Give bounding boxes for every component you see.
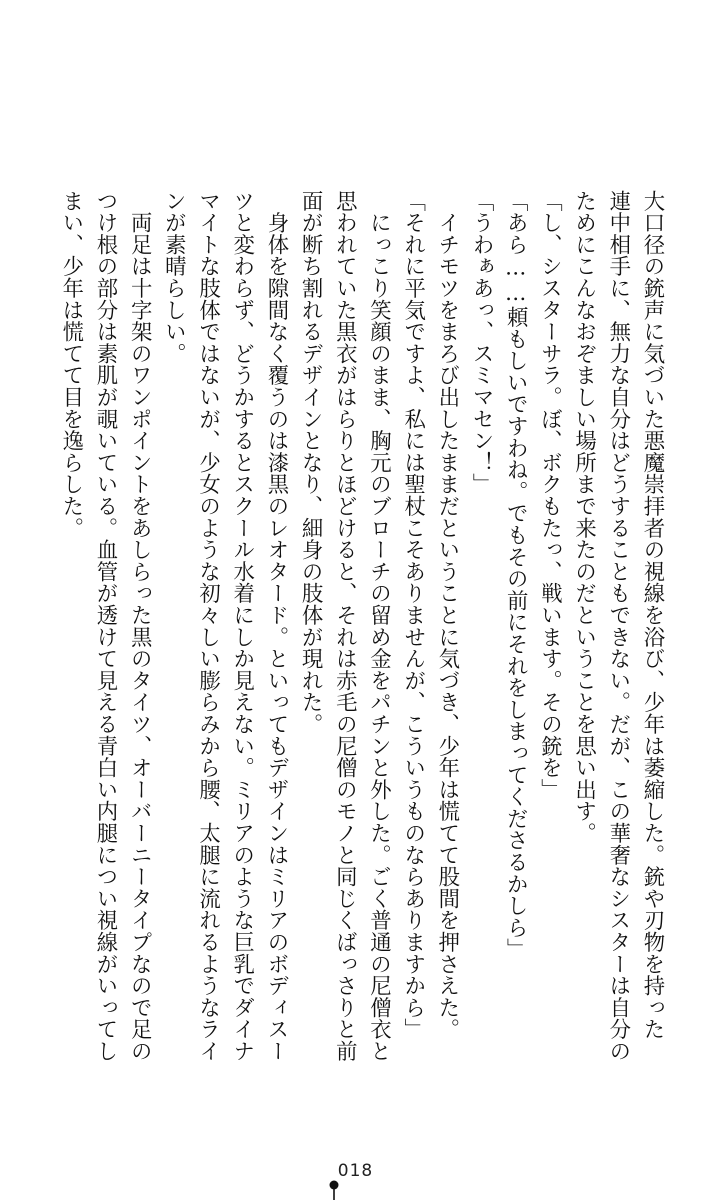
text-column: まい、少年は慌てて目を逸らした。 (58, 190, 84, 539)
page-number: 018 (337, 1161, 374, 1181)
text-column: 面が断ち割れるデザインとなり、細身の肢体が現れた。 (298, 190, 324, 735)
text-column: 連中相手に、無力な自分はどうすることもできない。だが、この華奢なシスターは自分の (605, 190, 631, 1062)
text-column: 「し、シスターサラ。ぼ、ボクもたっ、戦います。その銃を」 (537, 190, 563, 801)
text-column: にっこり笑顔のまま、胸元のブローチの留め金をパチンと外した。ごく普通の尼僧衣と (366, 190, 392, 1062)
text-column: 大口径の銃声に気づいた悪魔崇拝者の視線を浴び、少年は萎縮した。銃や刃物を持った (640, 190, 665, 1041)
text-column: 思われていた黒衣がはらりとほどけると、それは赤毛の尼僧のモノと同じくばっさりと前 (332, 190, 358, 1062)
text-column: ためにこんなおぞましい場所まで来たのだということを思い出す。 (571, 190, 597, 844)
text-column: つけ根の部分は素肌が覗いている。血管が透けて見える青白い内腿につい視線がいってし (93, 190, 118, 1062)
text-column: 「それに平気ですよ、私には聖杖こそありませんが、こういうものならありますから」 (400, 190, 426, 1041)
vertical-text-block (27, 190, 667, 1095)
text-column: マイトな肢体ではないが、少女のような初々しい膨らみから腰、太腿に流れるようなライ (195, 190, 221, 1062)
text-column: 身体を隙間なく覆うのは漆黒のレオタード。といってもデザインはミリアのボディスー (263, 190, 289, 1062)
text-column: 「あら……頼もしいですわね。でもその前にそれをしまってくださるかしら」 (503, 190, 529, 961)
text-column: 「うわぁあっ、スミマセン！」 (469, 190, 495, 496)
text-column: イチモツをまろび出したままだということに気づき、少年は慌てて股間を押さえた。 (434, 190, 460, 1041)
page-marker-icon (328, 1179, 340, 1200)
text-column: 両足は十字架のワンポイントをあしらった黒のタイツ、オーバーニータイプなので足の (127, 190, 153, 1062)
text-column: ンが素晴らしい。 (161, 190, 187, 365)
text-column: ツと変わらず、どうかするとスクール水着にしか見えない。ミリアのような巨乳でダイナ (229, 190, 255, 1062)
